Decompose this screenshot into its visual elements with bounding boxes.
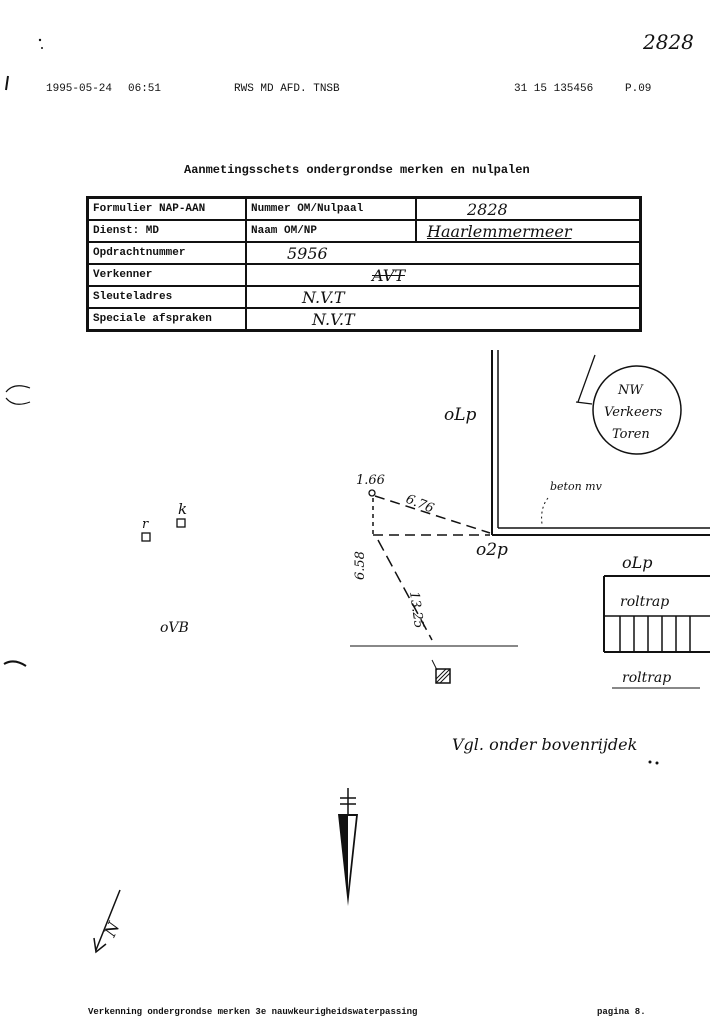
scan-artifact — [6, 386, 30, 392]
tower-label-3: Toren — [612, 427, 650, 442]
tower-pointer — [578, 355, 595, 402]
marker-pointer — [432, 660, 437, 670]
scan-artifact — [6, 398, 30, 404]
form-label: Sleuteladres — [88, 286, 247, 308]
vb-label: oVB — [160, 620, 189, 636]
escalator-label: roltrap — [620, 594, 670, 610]
form-value: AVT — [246, 264, 641, 286]
form-value: Haarlemmermeer — [416, 220, 641, 242]
r-label: r — [142, 517, 149, 532]
footer-left: Verkenning ondergrondse merken 3e nauwkeurigheidswaterpassing — [88, 1007, 418, 1017]
fax-date: 1995-05-24 — [46, 83, 113, 95]
note: Vgl. onder bovenrijdek — [452, 735, 638, 754]
tower-label-2: Verkeers — [604, 405, 663, 420]
form-mid-label: Naam OM/NP — [246, 220, 416, 242]
distance-label: 13.25 — [406, 590, 427, 630]
scan-artifact — [649, 761, 652, 764]
fax-time: 06:51 — [128, 83, 162, 95]
lamppost-label-top: oLp — [444, 405, 477, 425]
form-value: 2828 — [416, 198, 641, 221]
fax-sender: RWS MD AFD. TNSB — [234, 83, 340, 95]
escalator-steps — [620, 616, 690, 652]
scan-artifact — [41, 47, 43, 49]
tower-label-1: NW — [618, 383, 643, 398]
lamppost-label-right: oLp — [622, 553, 653, 572]
form-label: Verkenner — [88, 264, 247, 286]
form-mid-label: Nummer OM/Nulpaal — [246, 198, 416, 221]
scan-artifact — [656, 762, 659, 765]
k-label: k — [178, 500, 188, 518]
form-label: Speciale afspraken — [88, 308, 247, 331]
handwritten-page-number: 2828 — [643, 30, 694, 54]
marker-hatch — [436, 669, 450, 683]
fax-phone: 31 15 135456 — [514, 83, 594, 95]
k-square — [177, 519, 185, 527]
form-label: Formulier NAP-AAN — [88, 198, 247, 221]
distance-label: 6.58 — [353, 551, 368, 580]
measure-point — [369, 490, 375, 496]
scan-artifact — [39, 39, 41, 41]
distance-label: 6.76 — [403, 491, 436, 517]
document-title: Aanmetingsschets ondergrondse merken en nulpalen — [184, 163, 530, 177]
escalator-label: roltrap — [622, 670, 672, 686]
scan-artifact — [4, 661, 26, 666]
height-label: 1.66 — [356, 473, 385, 488]
form-value: N.V.T — [246, 286, 641, 308]
scan-artifact — [6, 76, 8, 90]
zero-point-label: o2p — [476, 540, 508, 560]
form-value: N.V.T — [246, 308, 641, 331]
form-label: Opdrachtnummer — [88, 242, 247, 264]
r-square — [142, 533, 150, 541]
beton-arrow — [542, 498, 548, 524]
north-label: N — [100, 918, 124, 940]
form-label: Dienst: MD — [88, 220, 247, 242]
beton-label: beton mv — [550, 480, 602, 493]
form-value: 5956 — [246, 242, 641, 264]
tower-pointer — [576, 402, 592, 404]
fax-page: P.09 — [625, 83, 652, 95]
footer-right: pagina 8. — [597, 1007, 646, 1017]
